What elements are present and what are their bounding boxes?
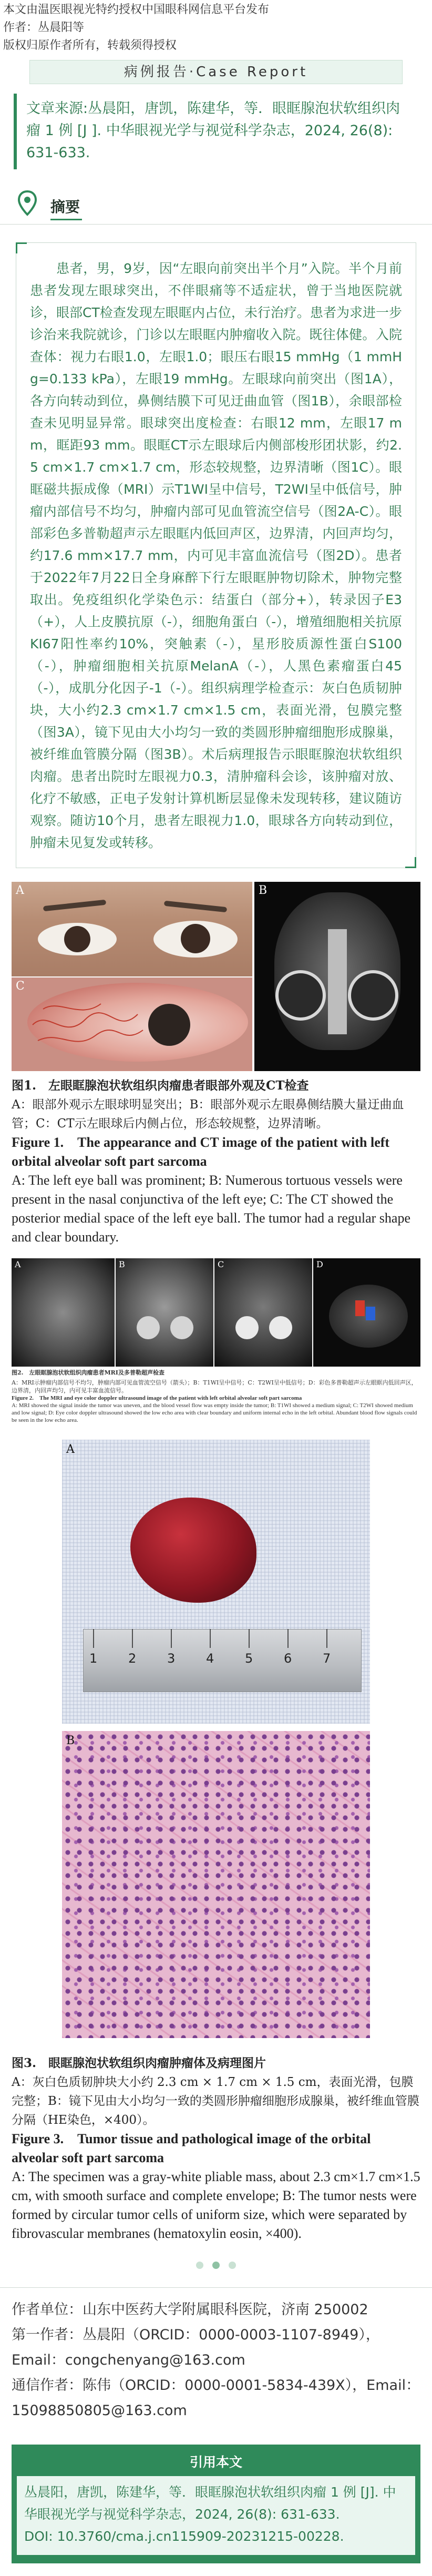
figure-3 bbox=[62, 1440, 370, 2038]
panel-label-3b: B bbox=[66, 1734, 75, 1747]
figure-1c-conjunctiva-photo bbox=[12, 978, 252, 1071]
figure-1-caption-en-title: Figure 1. The appearance and CT image of the patient with left orbital alveolar soft part sarcoma bbox=[12, 1135, 390, 1169]
first-author-line: 第一作者：丛晨阳（ORCID：0000-0003-1107-8949）， bbox=[12, 2327, 380, 2343]
report-category-bar: 病例报告·Case Report bbox=[29, 60, 403, 84]
ruler-number: 1 bbox=[89, 1651, 98, 1666]
figure-1 bbox=[12, 882, 420, 1071]
notice-line-3: 版权归原作者所有，转载须得授权 bbox=[3, 39, 177, 52]
abstract-box bbox=[16, 242, 416, 868]
panel-label-2a: A bbox=[15, 1259, 21, 1269]
affiliation-line: 作者单位：山东中医药大学附属眼科医院，济南 250002 bbox=[12, 2302, 368, 2318]
panel-label-2d: D bbox=[316, 1259, 323, 1269]
corresponding-author-line: 通信作者：陈伟（ORCID：0000-0001-5834-439X），Email： bbox=[12, 2377, 420, 2394]
figure-2d-doppler-ultrasound bbox=[313, 1258, 420, 1367]
figure-1-caption bbox=[0, 1076, 432, 1247]
citation-title: 引用本文 bbox=[189, 2455, 242, 2470]
figure-2 bbox=[12, 1258, 420, 1367]
ruler-labels bbox=[83, 1651, 362, 1667]
header-notice bbox=[0, 0, 432, 55]
figure-1-caption-zh-body: A：眼部外观示左眼球明显突出；B：眼部外观示左眼鼻侧结膜大量迂曲血管；C：CT示左眼球后内侧占位，形态较规整，边界清晰。 bbox=[12, 1098, 404, 1131]
figure-2-caption-zh-title: 图2. 左眼眶腺泡状软组织肉瘤患者MRI及多普勒超声检查 bbox=[12, 1369, 164, 1376]
panel-label-3a: A bbox=[66, 1443, 75, 1456]
figure-3-caption bbox=[0, 2054, 432, 2243]
figure-1a-eye-photo bbox=[12, 882, 252, 976]
panel-label-c: C bbox=[16, 980, 25, 993]
abstract-title: 摘要 bbox=[50, 198, 80, 216]
figure-2a-mri bbox=[12, 1258, 115, 1367]
ruler-number: 2 bbox=[128, 1651, 137, 1666]
ruler-number: 7 bbox=[323, 1651, 331, 1666]
panel-label-2c: C bbox=[218, 1259, 224, 1269]
carousel-indicator[interactable] bbox=[0, 2261, 432, 2272]
article-source: 文章来源:丛晨阳，唐凯，陈建华，等．眼眶腺泡状软组织肉瘤 1 例 [J ]. 中华眼视光学与视觉科学杂志，2024, 26(8): 631-633. bbox=[14, 94, 418, 169]
citation-box bbox=[12, 2445, 420, 2563]
figure-2b-mri-t1wi bbox=[116, 1258, 213, 1367]
notice-line-1: 本文由温医眼视光特约授权中国眼科网信息平台发布 bbox=[3, 3, 270, 16]
abstract-underline bbox=[50, 219, 82, 220]
figure-2-caption-en-title: Figure 2. The MRI and eye color doppler ultrasound image of the patient with left orbital alveolar soft part sarcoma bbox=[12, 1395, 302, 1401]
section-divider bbox=[0, 224, 432, 225]
figure-1b-ct-scan bbox=[254, 882, 420, 1071]
figure-3b-histology bbox=[62, 1731, 370, 2038]
first-author-email[interactable]: Email：congchenyang@163.com bbox=[12, 2352, 245, 2368]
figure-3-caption-zh-title: 图3. 眼眶腺泡状软组织肉瘤肿瘤体及病理图片 bbox=[12, 2056, 266, 2070]
ruler-number: 6 bbox=[284, 1651, 292, 1666]
carousel-dot-active[interactable] bbox=[212, 2262, 220, 2269]
author-affiliation bbox=[0, 2287, 432, 2424]
figure-2-caption-zh-body: A：MRI示肿瘤内部信号不均匀，肿瘤内部可见血管流空信号（箭头）；B：T1WI呈中信号；C：T2WI呈中低信号；D：彩色多普勒超声示左眼眶内低回声区，边界清，内回声均匀，内可见丰富血流信号。 bbox=[12, 1379, 417, 1394]
carousel-dot[interactable] bbox=[229, 2262, 236, 2269]
panel-label-b: B bbox=[259, 884, 268, 897]
carousel-dot[interactable] bbox=[196, 2262, 203, 2269]
ruler-number: 3 bbox=[167, 1651, 176, 1666]
figure-3a-specimen-photo bbox=[62, 1440, 370, 1724]
abstract-body: 患者，男，9岁，因“左眼向前突出半个月”入院。半个月前患者发现左眼球突出，不伴眼痛等不适症状，曾于当地医院就诊，眼部CT检查发现左眼眶内占位，未行治疗。患者为求进一步诊治来我院就诊，门诊以左眼眶内肿瘤收入院。既往体健。入院查体：视力右眼1.0，左眼1.0；眼压右眼15 mmHg（1 mmHg=0.133 kPa），左眼19 mmHg。左眼球向前突出（图1A），各方向转动到位，鼻侧结膜下可见迂曲血管（图1B），余眼部检查未见明显异常。眼球突出度检查：右眼12 mm，左眼17 mm，眶距93 mm。眼眶CT示左眼球后内侧部梭形团状影，约2.5 cm×1.7 cm×1.7 cm，形态较规整，边界清晰（图1C）。眼眶磁共振成像（MRI）示T1WI呈中信号，T2WI呈中低信号，肿瘤内部信号不均匀，肿瘤内部可见血管流空信号（图2A-C）。眼部彩色多普勒超声示左眼眶内低回声区，边界清，内回声均匀，约17.6 mm×17.7 mm，内可见丰富血流信号（图2D）。患者于2022年7月22日全身麻醉下行左眼眶肿物切除术，肿物完整取出。免疫组织化学染色示：结蛋白（部分+），转录因子E3（+），人上皮膜抗原（-），细胞角蛋白（-），增殖细胞相关抗原KI67阳性率约10%，突触素（-），星形胶质源性蛋白S100（-），肿瘤细胞相关抗原MelanA（-），人黑色素瘤蛋白45（-），成肌分化因子-1（-）。组织病理学检查示：灰白色质韧肿块，大小约2.3 cm×1.7 cm×1.5 cm，表面光滑，包膜完整（图3A），镜下见由大小均匀一致的类圆形肿瘤细胞形成腺巢，被纤维血管膜分隔（图3B）。术后病理报告示眼眶腺泡状软组织肉瘤。患者出院时左眼视力0.3，清肿瘤科会诊，该肿瘤对放、化疗不敏感，正电子发射计算机断层显像未发现转移，建议随访观察。随访10个月，患者左眼视力1.0，眼球各方向转动到位，肿瘤未见复发或转移。 bbox=[30, 261, 402, 850]
figure-3-caption-zh-body: A：灰白色质韧肿块大小约 2.3 cm × 1.7 cm × 1.5 cm，表面光滑，包膜完整；B：镜下见由大小均匀一致的类圆形肿瘤细胞形成腺巢，被纤维血管膜分隔（HE染色，×400）。 bbox=[12, 2075, 419, 2127]
figure-3-caption-en-body: A: The specimen was a gray-white pliable mass, about 2.3 cm×1.7 cm×1.5 cm, with smooth surface and complete envelope; B: The tumor nests were formed by circular tumor cells of uniform size, which were separated by fibrovascular membranes (hematoxylin eosin, ×400). bbox=[12, 2169, 420, 2241]
figure-2-caption bbox=[0, 1367, 432, 1424]
location-pin-icon bbox=[17, 190, 38, 217]
panel-label-2b: B bbox=[119, 1259, 125, 1269]
page-bottom-spacer bbox=[0, 2563, 432, 2576]
figure-2c-mri-t2wi bbox=[214, 1258, 312, 1367]
figure-2-caption-en-body: A: MRI showed the signal inside the tumor was uneven, and the blood vessel flow was empty inside the tumor; B: T1WI showed a medium signal; C: T2WI showed medium and low signal; D: Eye color doppler ultrasound showed the low echo area with clear boundary and uniform internal echo in the left orbital. Abundant blood flow signals could be seen in the low echo area. bbox=[12, 1402, 417, 1423]
citation-doi[interactable]: DOI: 10.3760/cma.j.cn115909-20231215-00228. bbox=[24, 2529, 344, 2544]
citation-text bbox=[17, 2476, 415, 2555]
ruler-number: 4 bbox=[206, 1651, 214, 1666]
figure-3-caption-en-title: Figure 3. Tumor tissue and pathological image of the orbital alveolar soft part sarcoma bbox=[12, 2131, 371, 2165]
panel-label-a: A bbox=[16, 884, 24, 897]
corresponding-author-email[interactable]: 15098850805@163.com bbox=[12, 2402, 187, 2419]
figure-1-caption-en-body: A: The left eye ball was prominent; B: Numerous tortuous vessels were present in the nasal conjunctiva of the left eye; C: The CT showed the posterior medial space of the left eye ball. The tumor had a regular shape and clear boundary. bbox=[12, 1173, 411, 1245]
figure-1-caption-zh-title: 图1. 左眼眶腺泡状软组织肉瘤患者眼部外观及CT检查 bbox=[12, 1078, 309, 1093]
notice-line-2: 作者：丛晨阳等 bbox=[3, 21, 85, 34]
ruler-number: 5 bbox=[245, 1651, 253, 1666]
citation-body: 丛晨阳，唐凯，陈建华，等．眼眶腺泡状软组织肉瘤 1 例 [J]. 中华眼视光学与视觉科学杂志，2024, 26(8): 631-633. bbox=[24, 2485, 396, 2522]
abstract-header bbox=[17, 188, 432, 220]
